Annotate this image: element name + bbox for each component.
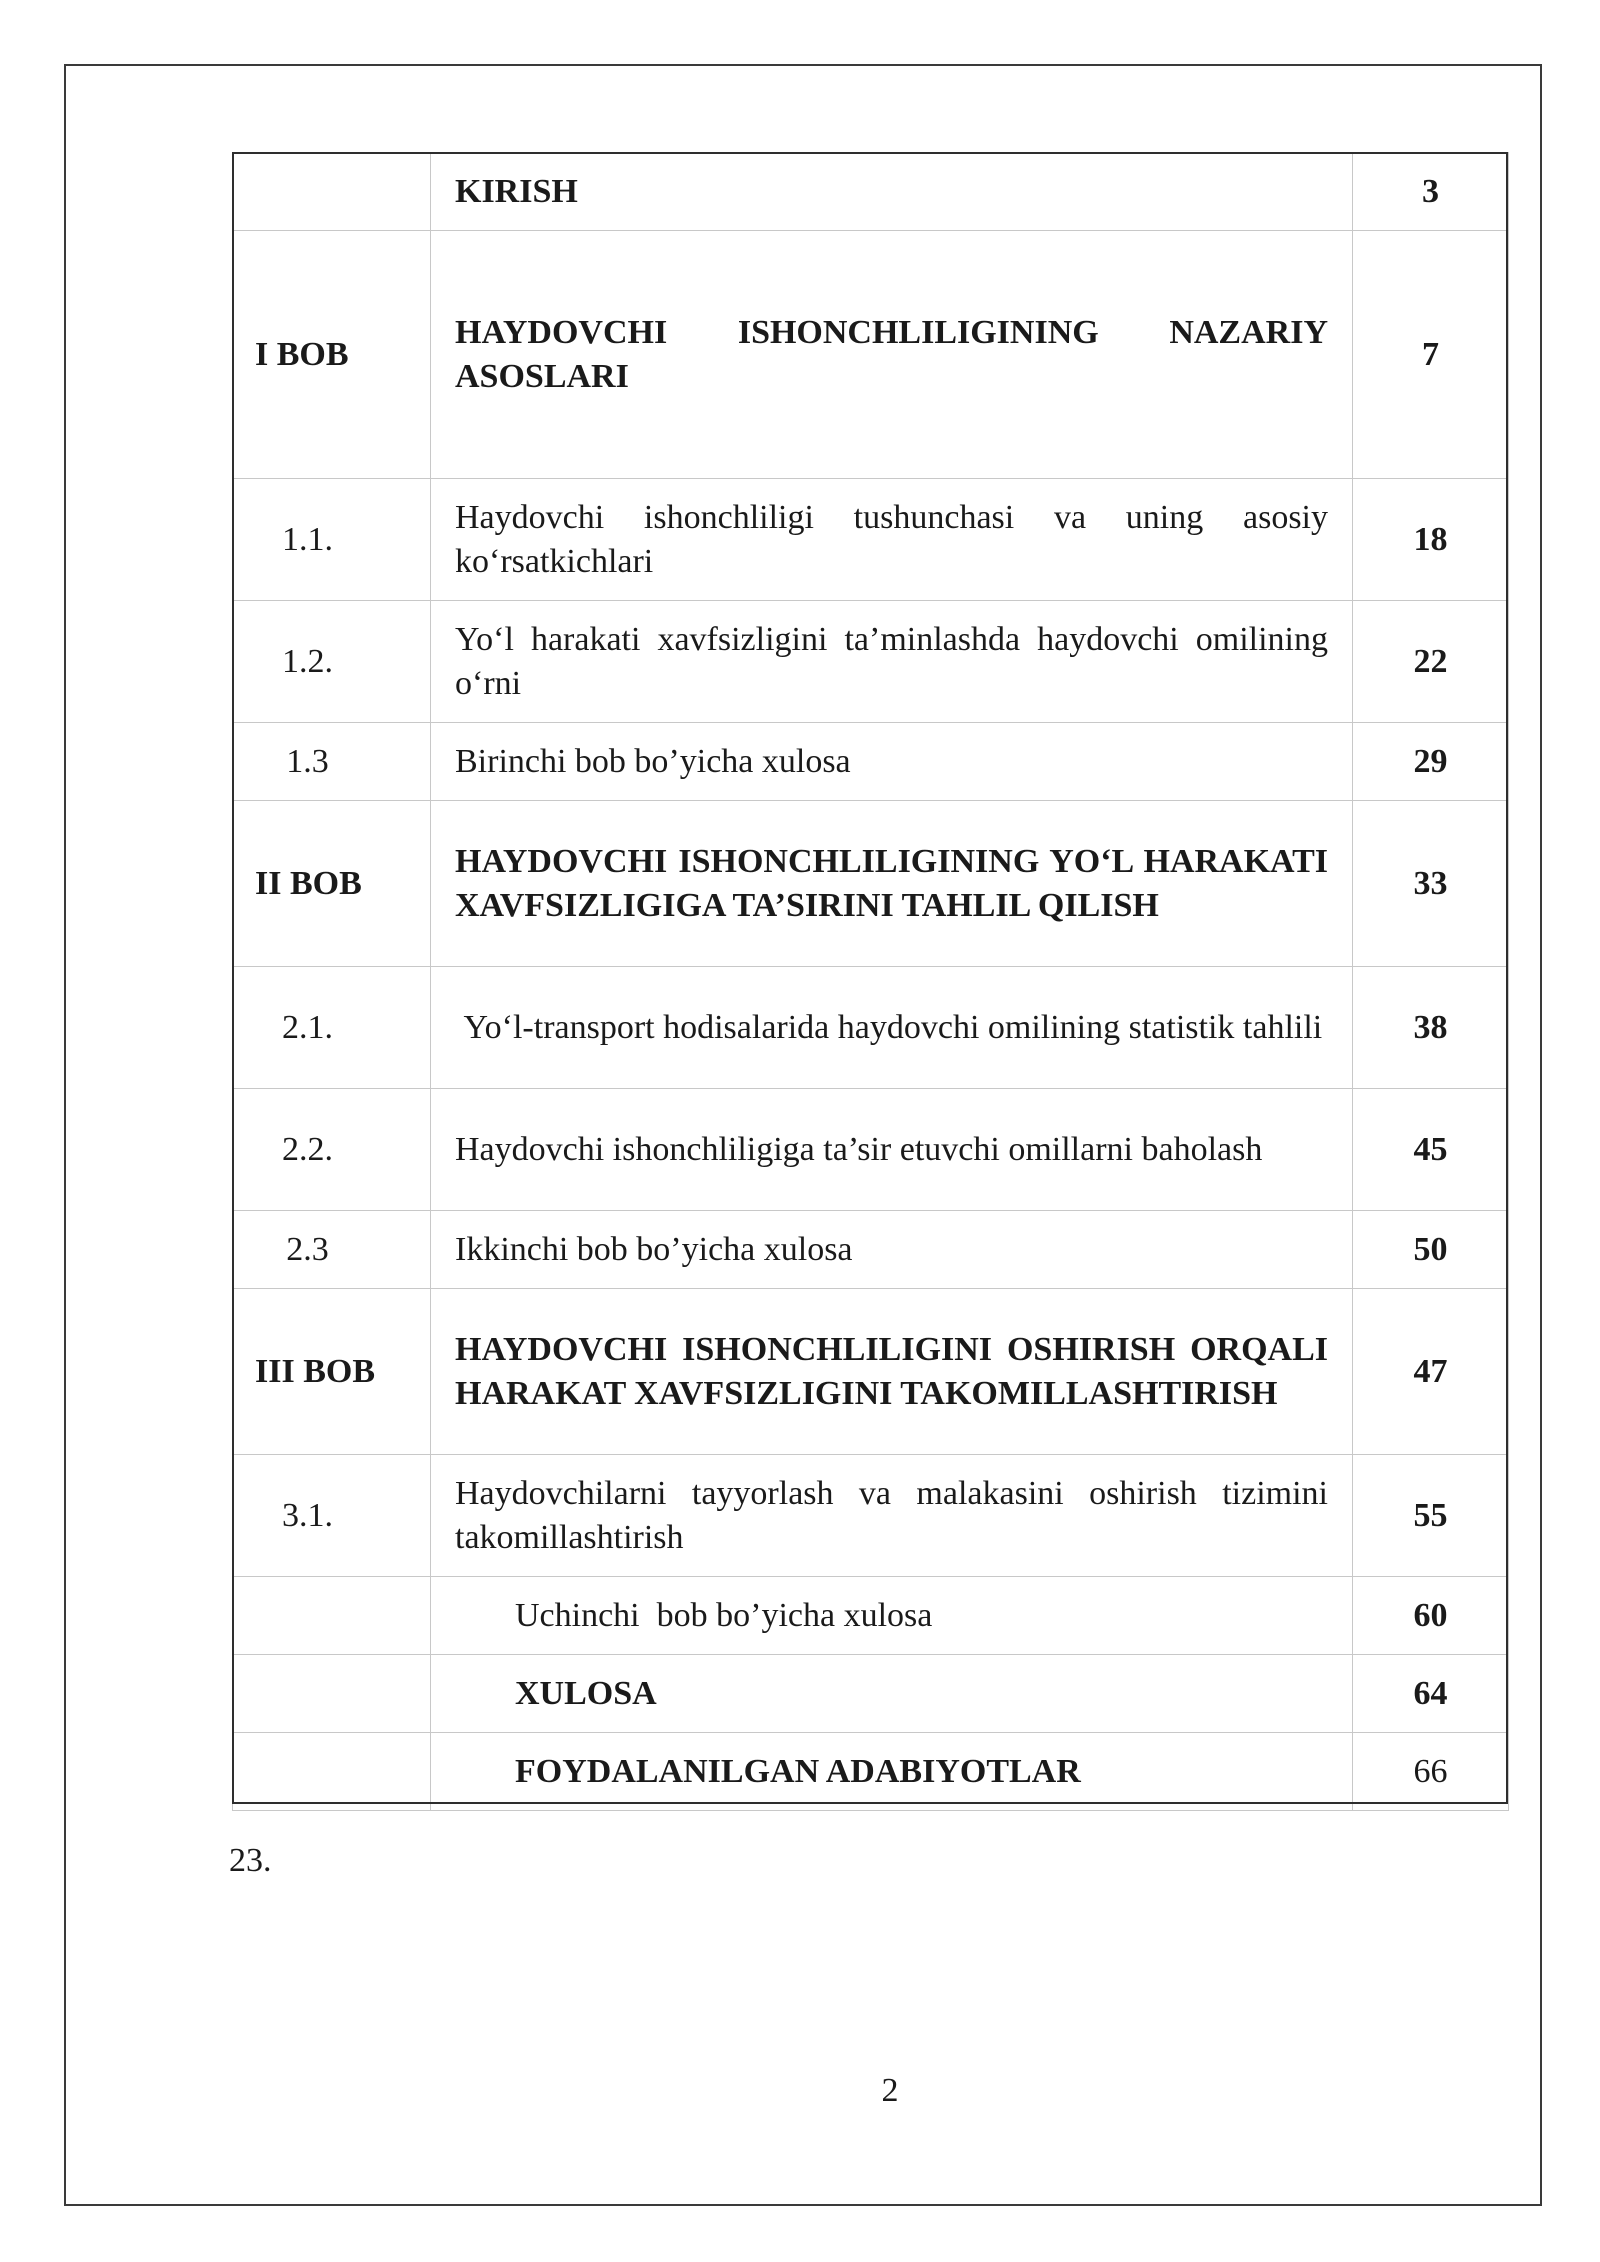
toc-title: FOYDALANILGAN ADABIYOTLAR bbox=[431, 1733, 1353, 1811]
toc-page: 64 bbox=[1353, 1655, 1509, 1733]
toc-title: Yo‘l-transport hodisalarida haydovchi omilining statistik tahlili bbox=[431, 967, 1353, 1089]
toc-row-chapter-2 bbox=[233, 801, 1509, 967]
toc-row-kirish bbox=[233, 153, 1509, 231]
toc-row-section-2-2 bbox=[233, 1089, 1509, 1211]
toc-title: Haydovchi ishonchliligiga ta’sir etuvchi omillarni baholash bbox=[431, 1089, 1353, 1211]
toc-number: II BOB bbox=[233, 801, 431, 967]
toc-page: 7 bbox=[1353, 231, 1509, 479]
toc-number: 2.3 bbox=[233, 1211, 431, 1289]
toc-title: Uchinchi bob bo’yicha xulosa bbox=[431, 1577, 1353, 1655]
toc-title: KIRISH bbox=[431, 153, 1353, 231]
toc-number bbox=[233, 1655, 431, 1733]
toc-number: 2.1. bbox=[233, 967, 431, 1089]
toc-title: Ikkinchi bob bo’yicha xulosa bbox=[431, 1211, 1353, 1289]
toc-row-section-3-1 bbox=[233, 1455, 1509, 1577]
toc-number bbox=[233, 1733, 431, 1811]
toc-page: 33 bbox=[1353, 801, 1509, 967]
toc-title: HAYDOVCHI ISHONCHLILIGINI OSHIRISH ORQALI HARAKAT XAVFSIZLIGINI TAKOMILLASHTIRISH bbox=[431, 1289, 1353, 1455]
toc-page: 50 bbox=[1353, 1211, 1509, 1289]
toc-number: III BOB bbox=[233, 1289, 431, 1455]
stray-note: 23. bbox=[229, 1842, 272, 1879]
toc-number: 2.2. bbox=[233, 1089, 431, 1211]
toc-page: 66 bbox=[1353, 1733, 1509, 1811]
toc-row-section-2-1 bbox=[233, 967, 1509, 1089]
toc-page: 47 bbox=[1353, 1289, 1509, 1455]
toc-page: 38 bbox=[1353, 967, 1509, 1089]
toc-title: HAYDOVCHI ISHONCHLILIGINING YO‘L HARAKATI XAVFSIZLIGIGA TA’SIRINI TAHLIL QILISH bbox=[431, 801, 1353, 967]
toc-row-section-1-1 bbox=[233, 479, 1509, 601]
toc-row-conclusion-3 bbox=[233, 1577, 1509, 1655]
toc-title: Birinchi bob bo’yicha xulosa bbox=[431, 723, 1353, 801]
toc-number: 1.2. bbox=[233, 601, 431, 723]
toc-page: 22 bbox=[1353, 601, 1509, 723]
toc-number bbox=[233, 153, 431, 231]
toc-title: XULOSA bbox=[431, 1655, 1353, 1733]
toc-page: 45 bbox=[1353, 1089, 1509, 1211]
toc-number bbox=[233, 1577, 431, 1655]
toc-page: 3 bbox=[1353, 153, 1509, 231]
page-number: 2 bbox=[881, 2072, 899, 2109]
toc-title: Haydovchi ishonchliligi tushunchasi va uning asosiy ko‘rsatkichlari bbox=[431, 479, 1353, 601]
toc-number: I BOB bbox=[233, 231, 431, 479]
toc-row-chapter-1 bbox=[233, 231, 1509, 479]
toc-row-section-2-3 bbox=[233, 1211, 1509, 1289]
toc-row-chapter-3 bbox=[233, 1289, 1509, 1455]
toc-row-section-1-3 bbox=[233, 723, 1509, 801]
toc-row-references bbox=[233, 1733, 1509, 1811]
toc-title: Yo‘l harakati xavfsizligini ta’minlashda haydovchi omilining o‘rni bbox=[431, 601, 1353, 723]
toc-row-section-1-2 bbox=[233, 601, 1509, 723]
toc-page: 60 bbox=[1353, 1577, 1509, 1655]
toc-page: 18 bbox=[1353, 479, 1509, 601]
toc-number: 1.3 bbox=[233, 723, 431, 801]
toc-title: Haydovchilarni tayyorlash va malakasini oshirish tizimini takomillashtirish bbox=[431, 1455, 1353, 1577]
toc-number: 1.1. bbox=[233, 479, 431, 601]
toc-title: HAYDOVCHI ISHONCHLILIGINING NAZARIY ASOSLARI bbox=[431, 231, 1353, 479]
toc-number: 3.1. bbox=[233, 1455, 431, 1577]
toc-row-xulosa bbox=[233, 1655, 1509, 1733]
table-of-contents bbox=[232, 152, 1509, 1811]
toc-page: 29 bbox=[1353, 723, 1509, 801]
toc-page: 55 bbox=[1353, 1455, 1509, 1577]
